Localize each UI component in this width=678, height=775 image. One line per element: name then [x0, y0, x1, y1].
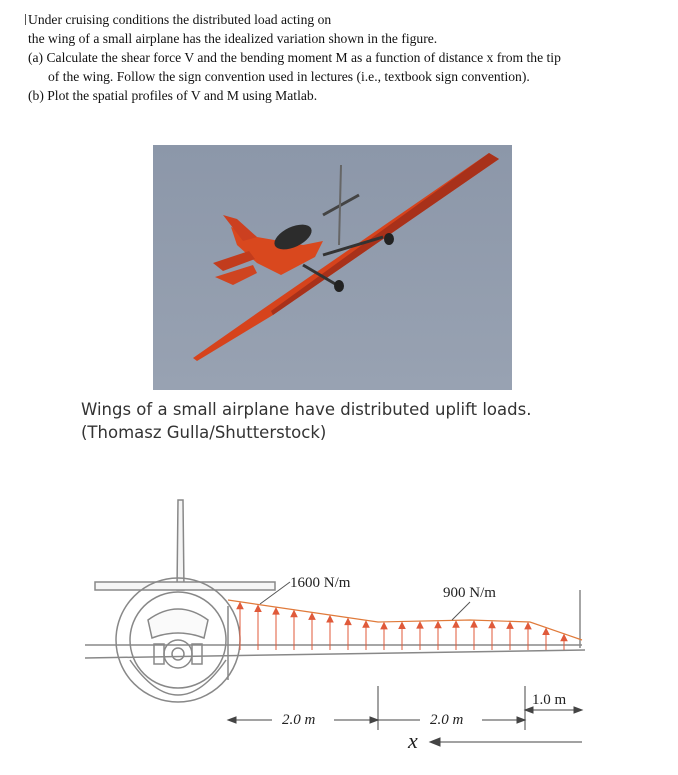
wing-load-diagram — [0, 490, 678, 775]
part-a-line-1: (a) Calculate the shear force V and the bending moment M as a function of distance x from the tip — [28, 50, 561, 65]
load-arrow-head — [543, 629, 549, 635]
load-arrow-head — [453, 621, 459, 627]
x-axis-label: x — [408, 728, 418, 753]
part-b-line: (b) Plot the spatial profiles of V and M using Matlab. — [28, 88, 318, 103]
load-outline — [228, 600, 582, 640]
load-arrow-head — [291, 611, 297, 617]
load-arrow-head — [435, 622, 441, 628]
load-arrow-head — [327, 616, 333, 622]
problem-line-1: Under cruising conditions the distributed load acting on — [22, 10, 662, 29]
load-arrow-head — [561, 635, 567, 641]
load-arrow-head — [363, 621, 369, 627]
dim-label-left: 2.0 m — [282, 712, 316, 728]
load-arrow-head — [399, 622, 405, 628]
load-arrow-head — [255, 605, 261, 611]
dim-label-mid: 2.0 m — [430, 712, 464, 728]
load-label-mid: 900 N/m — [443, 585, 496, 601]
load-arrow-head — [309, 613, 315, 619]
load-arrow-head — [381, 623, 387, 629]
caption-line-1: Wings of a small airplane have distributed uplift loads. — [81, 400, 532, 419]
load-arrow-head — [525, 623, 531, 629]
load-arrows — [237, 603, 567, 650]
airplane-front-view — [95, 500, 275, 702]
load-arrow-head — [489, 622, 495, 628]
problem-statement — [22, 10, 662, 105]
caption-line-2: (Thomasz Gulla/Shutterstock) — [81, 423, 327, 442]
photo-caption — [81, 398, 531, 444]
load-arrow-head — [417, 622, 423, 628]
load-arrow-head — [345, 619, 351, 625]
load-label-root: 1600 N/m — [290, 575, 351, 591]
load-arrow-head — [471, 621, 477, 627]
load-arrow-head — [273, 608, 279, 614]
load-arrow-head — [507, 622, 513, 628]
airplane-photo — [153, 145, 512, 390]
problem-line-2: the wing of a small airplane has the idealized variation shown in the figure. — [28, 31, 438, 46]
dim-label-right: 1.0 m — [532, 692, 567, 708]
part-a-line-2: of the wing. Follow the sign convention used in lectures (i.e., textbook sign convention). — [48, 69, 530, 84]
load-arrow-head — [237, 603, 243, 609]
